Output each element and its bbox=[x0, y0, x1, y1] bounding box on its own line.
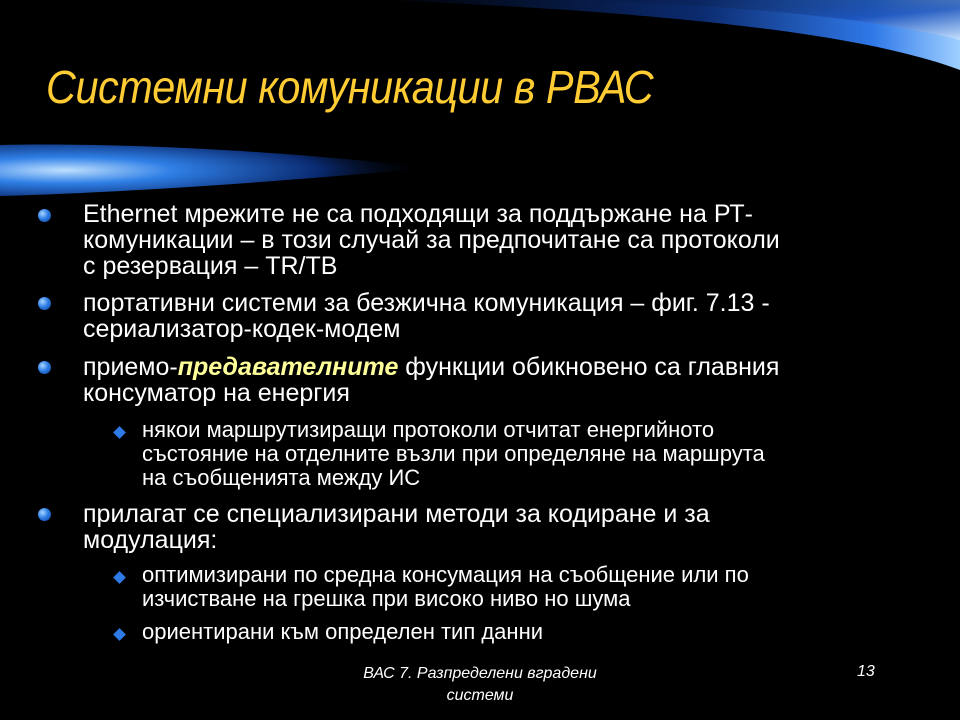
page-number: 13 bbox=[857, 663, 875, 680]
bullet-text: прилагат се специализирани методи за кодиране и за модулация: bbox=[83, 500, 710, 554]
slide-title: Системни комуникации в РВАС bbox=[46, 61, 654, 113]
sub-bullet-text: оптимизирани по средна консумация на съобщение или по изчистване на грешка при високо ниво но шума bbox=[142, 562, 749, 611]
footer-line-2: системи bbox=[446, 687, 514, 704]
bullet-text: Ethernet мрежите не са подходящи за поддържане на РТ- комуникации – в този случай за предпочитане са протоколи с резервация – TR/TB bbox=[83, 200, 780, 280]
bullet-text: портативни системи за безжична комуникация – фиг. 7.13 - сериализатор-кодек-модем bbox=[83, 289, 770, 343]
bullet-text-part: функции обикновено са главния консуматор на енергия bbox=[83, 353, 780, 407]
bullet-dot-icon bbox=[38, 209, 51, 222]
bullet-dot-icon bbox=[38, 361, 51, 374]
bullet-text bbox=[83, 354, 933, 406]
slide-footer bbox=[340, 663, 620, 707]
bullet-dot-icon bbox=[38, 297, 51, 310]
highlighted-word: предавателните bbox=[177, 353, 399, 381]
bullet-dot-icon bbox=[38, 508, 51, 521]
bullet-text-part: приемо- bbox=[83, 353, 178, 381]
footer-line-1: ВАС 7. Разпределени вградени bbox=[363, 665, 597, 682]
sub-bullet-text: ориентирани към определен тип данни bbox=[142, 619, 544, 644]
sub-bullet-text: някои маршрутизиращи протоколи отчитат енергийното състояние на отделните възли при определяне на маршрута на съобщенията между ИС bbox=[142, 417, 765, 490]
